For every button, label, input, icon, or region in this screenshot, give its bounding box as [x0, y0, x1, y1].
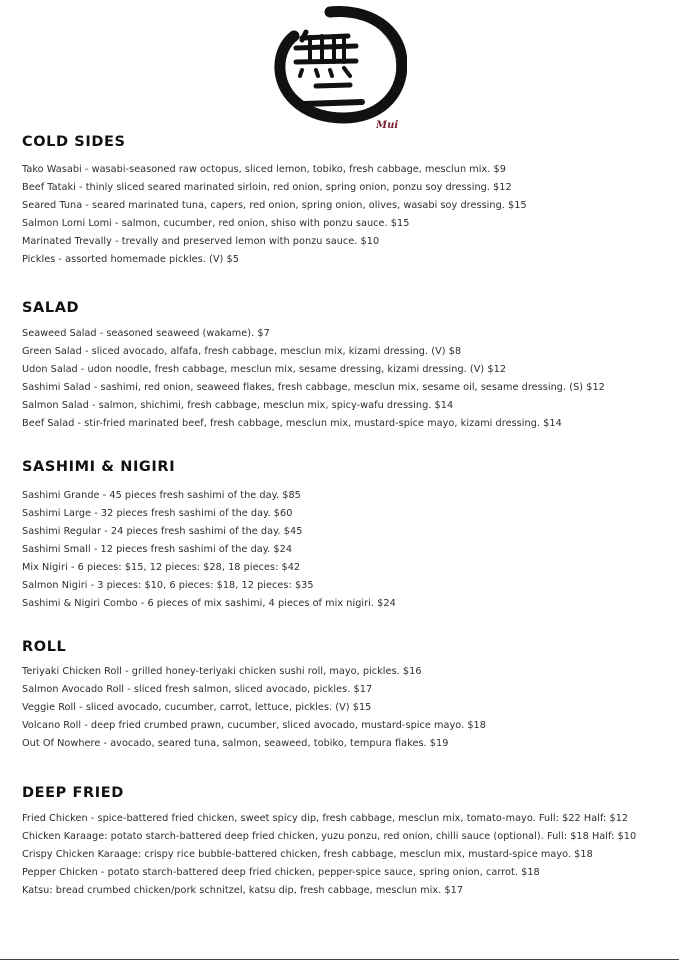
section-deep-fried	[22, 782, 672, 900]
section-title: SASHIMI & NIGIRI	[22, 459, 176, 475]
restaurant-logo	[272, 6, 407, 132]
menu-item: Pickles - assorted homemade pickles. (V) $5	[22, 254, 239, 265]
menu-item: Sashimi Salad - sashimi, red onion, seaweed flakes, fresh cabbage, mesclun mix, sesame oil, sesame dressing. (S) $12	[22, 382, 605, 393]
menu-item: Seared Tuna - seared marinated tuna, capers, red onion, spring onion, olives, wasabi soy dressing. $15	[22, 200, 527, 211]
section-title: DEEP FRIED	[22, 785, 124, 801]
section-title: ROLL	[22, 639, 67, 655]
menu-item: Sashimi & Nigiri Combo - 6 pieces of mix sashimi, 4 pieces of mix nigiri. $24	[22, 598, 396, 609]
enso-logo-icon	[272, 6, 407, 132]
section-title: COLD SIDES	[22, 134, 126, 150]
section-sashimi-nigiri	[22, 456, 672, 613]
menu-item: Fried Chicken - spice-battered fried chicken, sweet spicy dip, fresh cabbage, mesclun mix, tomato-mayo. Full: $22 Half: $12	[22, 813, 629, 824]
section-cold-sides	[22, 131, 672, 269]
menu-item: Green Salad - sliced avocado, alfafa, fresh cabbage, mesclun mix, kizami dressing. (V) $8	[22, 346, 462, 357]
menu-item: Sashimi Regular - 24 pieces fresh sashimi of the day. $45	[22, 526, 303, 537]
section-salad	[22, 297, 672, 433]
menu-item: Volcano Roll - deep fried crumbed prawn, cucumber, sliced avocado, mustard-spice mayo. $18	[22, 720, 486, 731]
menu-item: Salmon Avocado Roll - sliced fresh salmon, sliced avocado, pickles. $17	[22, 684, 373, 695]
menu-item: Salmon Salad - salmon, shichimi, fresh cabbage, mesclun mix, spicy-wafu dressing. $14	[22, 400, 454, 411]
menu-item: Salmon Nigiri - 3 pieces: $10, 6 pieces: $18, 12 pieces: $35	[22, 580, 314, 591]
menu-item: Marinated Trevally - trevally and preserved lemon with ponzu sauce. $10	[22, 236, 380, 247]
menu-item: Chicken Karaage: potato starch-battered deep fried chicken, yuzu ponzu, red onion, chilli sauce (optional). Full: $18 Half: $10	[22, 831, 637, 842]
menu-item: Beef Tataki - thinly sliced seared marinated sirloin, red onion, spring onion, ponzu soy dressing. $12	[22, 182, 512, 193]
menu-item: Salmon Lomi Lomi - salmon, cucumber, red onion, shiso with ponzu sauce. $15	[22, 218, 410, 229]
menu-item: Crispy Chicken Karaage: crispy rice bubble-battered chicken, fresh cabbage, mesclun mix, mustard-spice mayo. $18	[22, 849, 593, 860]
menu-item: Seaweed Salad - seasoned seaweed (wakame). $7	[22, 328, 270, 339]
logo-name: Mui	[376, 120, 399, 131]
menu-item: Veggie Roll - sliced avocado, cucumber, carrot, lettuce, pickles. (V) $15	[22, 702, 372, 713]
menu-item: Beef Salad - stir-fried marinated beef, fresh cabbage, mesclun mix, mustard-spice mayo, kizami dressing. $14	[22, 418, 562, 429]
section-title: SALAD	[22, 300, 80, 316]
menu-item: Teriyaki Chicken Roll - grilled honey-teriyaki chicken sushi roll, mayo, pickles. $16	[22, 666, 422, 677]
menu-item: Out Of Nowhere - avocado, seared tuna, salmon, seaweed, tobiko, tempura flakes. $19	[22, 738, 449, 749]
menu-item: Sashimi Grande - 45 pieces fresh sashimi of the day. $85	[22, 490, 301, 501]
menu-item: Mix Nigiri - 6 pieces: $15, 12 pieces: $28, 18 pieces: $42	[22, 562, 301, 573]
menu-item: Sashimi Small - 12 pieces fresh sashimi of the day. $24	[22, 544, 293, 555]
menu-item: Sashimi Large - 32 pieces fresh sashimi of the day. $60	[22, 508, 293, 519]
menu-item: Katsu: bread crumbed chicken/pork schnitzel, katsu dip, fresh cabbage, mesclun mix. $17	[22, 885, 464, 896]
menu-item: Pepper Chicken - potato starch-battered deep fried chicken, pepper-spice sauce, spring onion, carrot. $18	[22, 867, 540, 878]
menu-item: Udon Salad - udon noodle, fresh cabbage, mesclun mix, sesame dressing, kizami dressing. (V) $12	[22, 364, 507, 375]
menu-item: Tako Wasabi - wasabi-seasoned raw octopus, sliced lemon, tobiko, fresh cabbage, mesclun mix. $9	[22, 164, 506, 175]
section-roll	[22, 636, 672, 753]
